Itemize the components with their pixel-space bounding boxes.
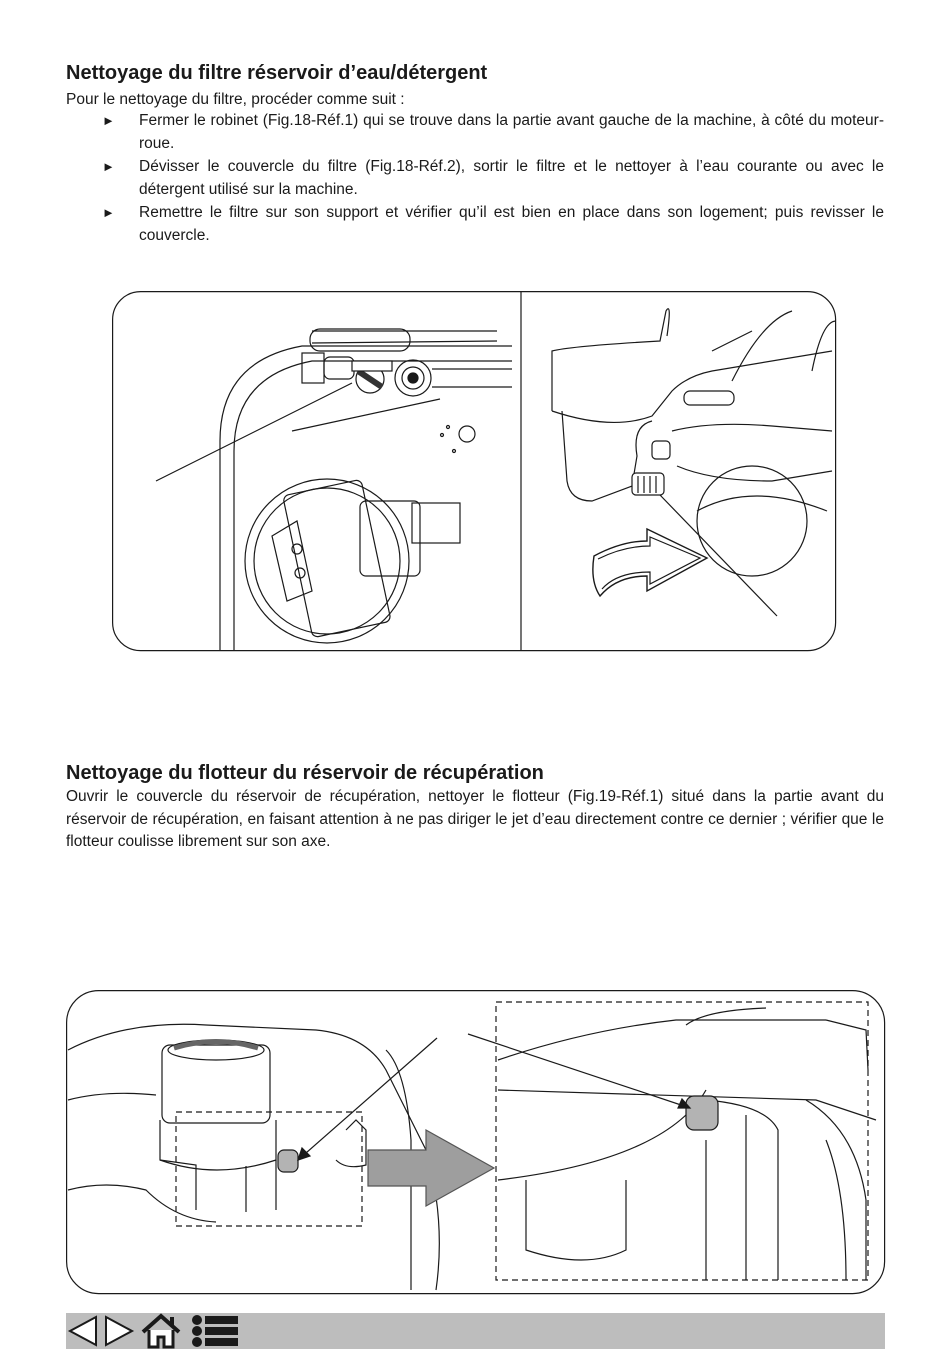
bullet-arrow-icon: ► bbox=[102, 205, 115, 220]
bullet-arrow-icon: ► bbox=[102, 159, 115, 174]
next-page-icon[interactable] bbox=[102, 1313, 136, 1349]
home-icon[interactable] bbox=[140, 1313, 182, 1349]
list-item bbox=[66, 202, 884, 247]
filter-steps-list bbox=[66, 110, 884, 248]
list-item bbox=[66, 156, 884, 201]
section-title-float: Nettoyage du flotteur du réservoir de récupération bbox=[66, 762, 544, 784]
bottom-navigation-bar bbox=[66, 1313, 885, 1349]
filter-intro: Pour le nettoyage du filtre, procéder comme suit : bbox=[66, 91, 405, 108]
section-title-filter: Nettoyage du filtre réservoir d’eau/détergent bbox=[66, 62, 488, 84]
bullet-arrow-icon: ► bbox=[102, 113, 115, 128]
figure-filter-illustration bbox=[112, 291, 837, 653]
previous-page-icon[interactable] bbox=[66, 1313, 100, 1349]
float-body-text: Ouvrir le couvercle du réservoir de récupération, nettoyer le flotteur (Fig.19-Réf.1) situé dans la partie avant du réservoir de récupération, en faisant attention à ne pas diriger le jet d’eau directement contre ce dernier ; vérifier que le flotteur coulisse librement sur son axe. bbox=[66, 788, 884, 850]
step-text: Fermer le robinet (Fig.18-Réf.1) qui se trouve dans la partie avant gauche de la machine, à côté du moteur-roue. bbox=[139, 112, 884, 152]
table-of-contents-icon[interactable] bbox=[190, 1313, 240, 1349]
figure-float-illustration bbox=[66, 990, 886, 1296]
list-item bbox=[66, 110, 884, 155]
step-text: Dévisser le couvercle du filtre (Fig.18-Réf.2), sortir le filtre et le nettoyer à l’eau courante ou avec le détergent utilisé sur la machine. bbox=[139, 158, 884, 198]
step-text: Remettre le filtre sur son support et vérifier qu’il est bien en place dans son logement; puis revisser le couvercle. bbox=[139, 204, 884, 244]
